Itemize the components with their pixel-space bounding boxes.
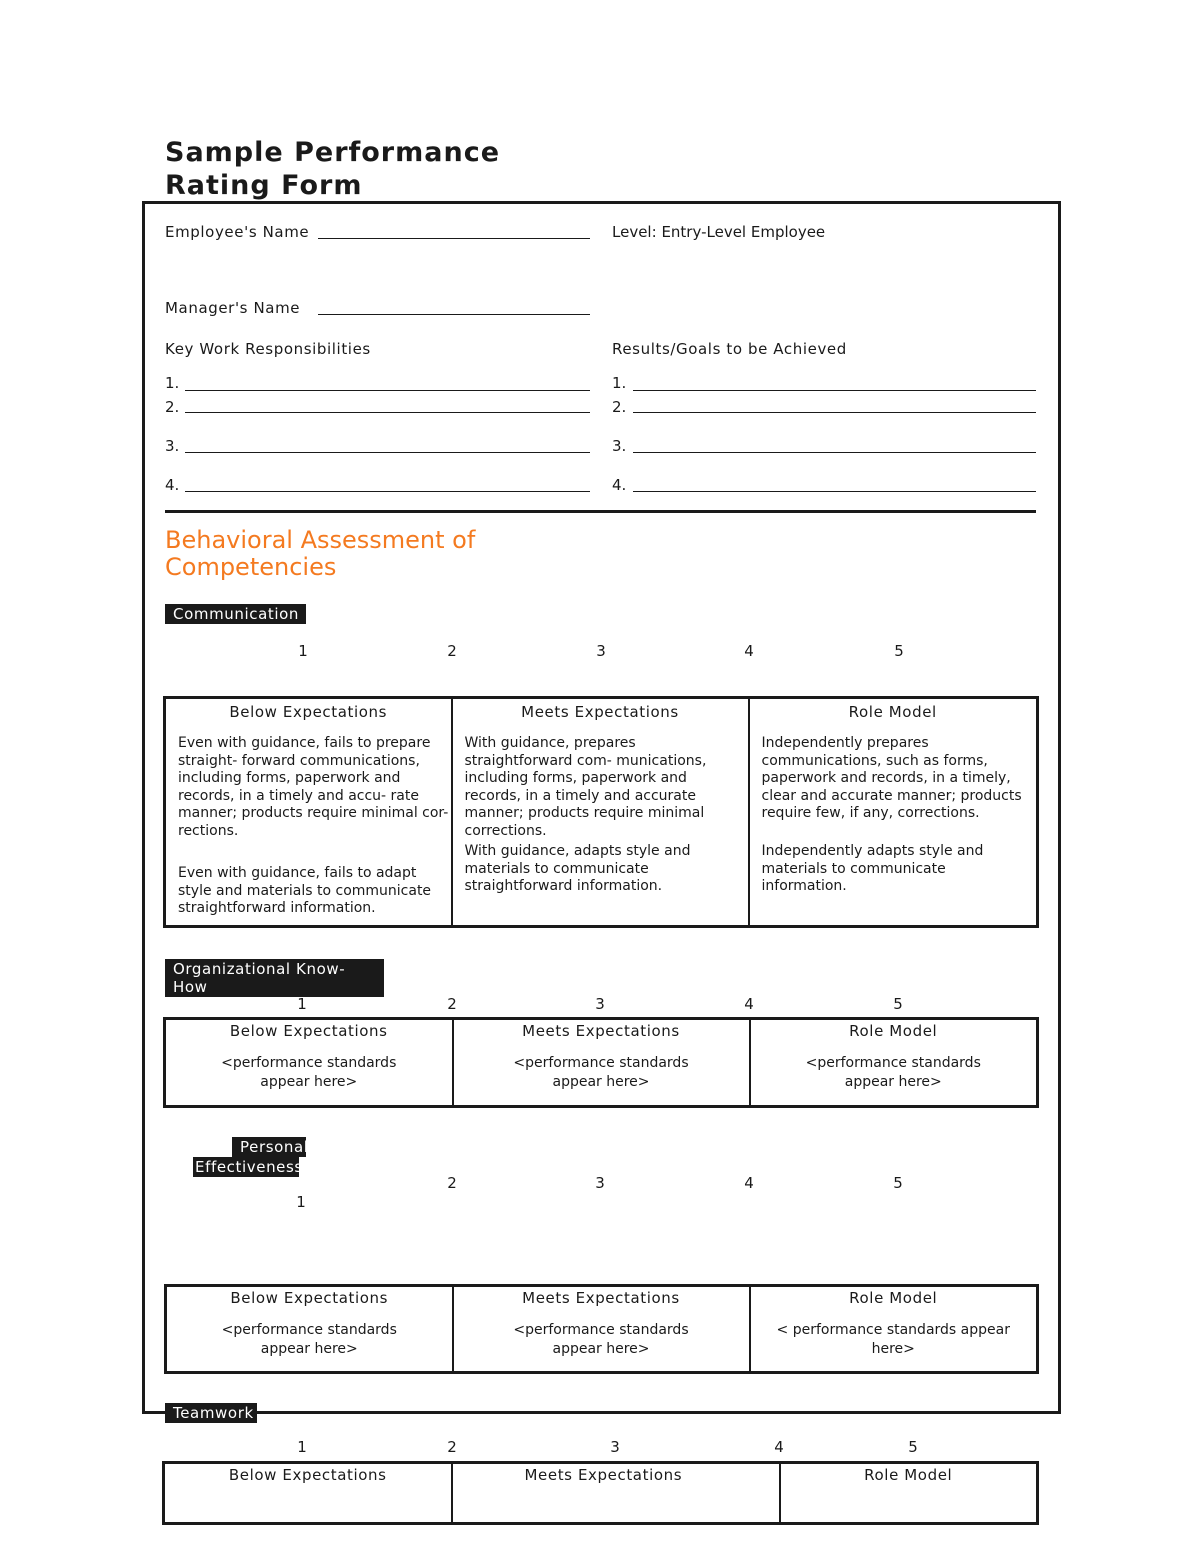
- scale-point-4[interactable]: 4: [744, 642, 754, 660]
- scale-point-3[interactable]: 3: [596, 642, 606, 660]
- result-number: 3.: [612, 437, 627, 455]
- placeholder-line: <performance standards: [513, 1322, 689, 1338]
- scale-point-2[interactable]: 2: [447, 642, 457, 660]
- standard-text: With guidance, adapts style and materials to communicate straightforward information.: [464, 843, 691, 894]
- result-field[interactable]: [633, 412, 1036, 413]
- placeholder-line: appear here>: [552, 1074, 650, 1090]
- result-number: 2.: [612, 398, 627, 416]
- placeholder-line: appear here>: [844, 1074, 942, 1090]
- personal-badge-line-2: Effectiveness: [195, 1158, 303, 1176]
- key-work-label: Key Work Responsibilities: [165, 340, 371, 358]
- standard-text: Independently prepares communications, such as forms, paperwork and records, in a timely, clear and accurate manner; products require few, if any, corrections.: [761, 735, 1022, 821]
- section-divider: [165, 510, 1036, 513]
- level-label: Level:: [612, 223, 657, 241]
- responsibility-number: 2.: [165, 398, 180, 416]
- placeholder-line: <performance standards: [513, 1055, 689, 1071]
- responsibility-number: 4.: [165, 476, 180, 494]
- scale-point-2[interactable]: 2: [447, 1438, 457, 1456]
- teamwork-rating-table: [162, 1461, 1039, 1525]
- scale-point-1[interactable]: 1: [297, 995, 307, 1013]
- level-line: [612, 223, 825, 241]
- standards-placeholder: [454, 1054, 749, 1092]
- standard-text: With guidance, prepares straightforward com- munications, including forms, paperwork and records, in a timely and accurate manner; products require minimal corrections.: [464, 735, 707, 839]
- column-header: Role Model: [849, 1289, 938, 1307]
- communication-badge: Communication: [165, 604, 306, 624]
- placeholder-line: <performance standards: [221, 1322, 397, 1338]
- scale-point-4[interactable]: 4: [744, 1174, 754, 1192]
- title-line-1: Sample Performance: [165, 137, 501, 168]
- standard-text: Even with guidance, fails to adapt style and materials to communicate straightforward information.: [178, 865, 432, 916]
- results-label: Results/Goals to be Achieved: [612, 340, 847, 358]
- placeholder-line: here>: [871, 1341, 915, 1357]
- standards-placeholder: [751, 1321, 1037, 1359]
- page-title: [165, 136, 500, 202]
- placeholder-line: appear here>: [552, 1341, 650, 1357]
- scale-point-3[interactable]: 3: [610, 1438, 620, 1456]
- standards-placeholder: [751, 1054, 1037, 1092]
- column-header: Role Model: [848, 703, 937, 721]
- below-expectations-cell: [166, 1286, 453, 1373]
- role-model-cell: [780, 1463, 1038, 1524]
- responsibility-number: 1.: [165, 374, 180, 392]
- result-number: 4.: [612, 476, 627, 494]
- below-expectations-cell: [165, 1019, 453, 1107]
- scale-point-1[interactable]: 1: [298, 642, 308, 660]
- result-number: 1.: [612, 374, 627, 392]
- placeholder-line: <performance standards: [805, 1055, 981, 1071]
- responsibility-number: 3.: [165, 437, 180, 455]
- standards-placeholder: [167, 1321, 452, 1359]
- column-header: Meets Expectations: [522, 1022, 680, 1040]
- below-expectations-cell: [165, 698, 452, 927]
- scale-point-1[interactable]: 1: [296, 1193, 306, 1211]
- manager-name-field[interactable]: [318, 314, 590, 315]
- scale-point-5[interactable]: 5: [908, 1438, 918, 1456]
- role-model-cell: [749, 698, 1038, 927]
- result-field[interactable]: [633, 491, 1036, 492]
- teamwork-badge: Teamwork: [165, 1403, 257, 1423]
- manager-name-label: Manager's Name: [165, 299, 301, 317]
- standard-text: Independently adapts style and materials to communicate information.: [761, 843, 984, 894]
- standards-placeholder: [454, 1321, 749, 1359]
- scale-point-4[interactable]: 4: [774, 1438, 784, 1456]
- section-heading: [165, 527, 475, 581]
- result-field[interactable]: [633, 452, 1036, 453]
- scale-point-2[interactable]: 2: [447, 1174, 457, 1192]
- column-header: Below Expectations: [229, 1022, 388, 1040]
- level-value: Entry-Level Employee: [661, 223, 826, 241]
- standards-placeholder: [166, 1054, 452, 1092]
- column-header: Meets Expectations: [522, 1289, 680, 1307]
- communication-rating-table: [163, 696, 1039, 928]
- organizational-badge: Organizational Know-How: [165, 959, 384, 997]
- scale-point-4[interactable]: 4: [744, 995, 754, 1013]
- personal-rating-table: [164, 1284, 1039, 1374]
- meets-expectations-cell: [453, 1286, 750, 1373]
- column-header: Role Model: [864, 1466, 953, 1484]
- responsibility-field[interactable]: [185, 412, 590, 413]
- responsibility-field[interactable]: [185, 390, 590, 391]
- scale-point-3[interactable]: 3: [595, 995, 605, 1013]
- employee-name-label: Employee's Name: [165, 223, 310, 241]
- below-expectations-cell: [164, 1463, 452, 1524]
- meets-expectations-cell: [452, 1463, 780, 1524]
- section-heading-line-1: Behavioral Assessment of: [165, 526, 476, 554]
- personal-badge-line-1: Personal: [232, 1137, 306, 1157]
- placeholder-line: < performance standards appear: [776, 1322, 1010, 1338]
- column-header: Below Expectations: [230, 1289, 389, 1307]
- responsibility-field[interactable]: [185, 491, 590, 492]
- column-header: Below Expectations: [229, 703, 388, 721]
- section-heading-line-2: Competencies: [165, 553, 337, 581]
- title-line-2: Rating Form: [165, 170, 363, 201]
- role-model-cell: [750, 1286, 1038, 1373]
- result-field[interactable]: [633, 390, 1036, 391]
- column-header: Meets Expectations: [524, 1466, 683, 1484]
- scale-point-5[interactable]: 5: [894, 642, 904, 660]
- meets-expectations-cell: [453, 1019, 750, 1107]
- scale-point-5[interactable]: 5: [893, 995, 903, 1013]
- scale-point-2[interactable]: 2: [447, 995, 457, 1013]
- meets-expectations-cell: [452, 698, 749, 927]
- role-model-cell: [750, 1019, 1038, 1107]
- responsibility-field[interactable]: [185, 452, 590, 453]
- standard-text: Even with guidance, fails to prepare straight- forward communications, including forms, paperwork and records, in a timely and accu- rate manner; products require minimal cor- rections.: [178, 735, 449, 839]
- column-header: Meets Expectations: [521, 703, 679, 721]
- scale-point-5[interactable]: 5: [893, 1174, 903, 1192]
- column-header: Role Model: [849, 1022, 938, 1040]
- column-header: Below Expectations: [228, 1466, 387, 1484]
- placeholder-line: <performance standards: [221, 1055, 397, 1071]
- scale-point-3[interactable]: 3: [595, 1174, 605, 1192]
- placeholder-line: appear here>: [260, 1341, 358, 1357]
- placeholder-line: appear here>: [260, 1074, 358, 1090]
- organizational-rating-table: [163, 1017, 1039, 1108]
- scale-point-1[interactable]: 1: [297, 1438, 307, 1456]
- employee-name-field[interactable]: [318, 238, 590, 239]
